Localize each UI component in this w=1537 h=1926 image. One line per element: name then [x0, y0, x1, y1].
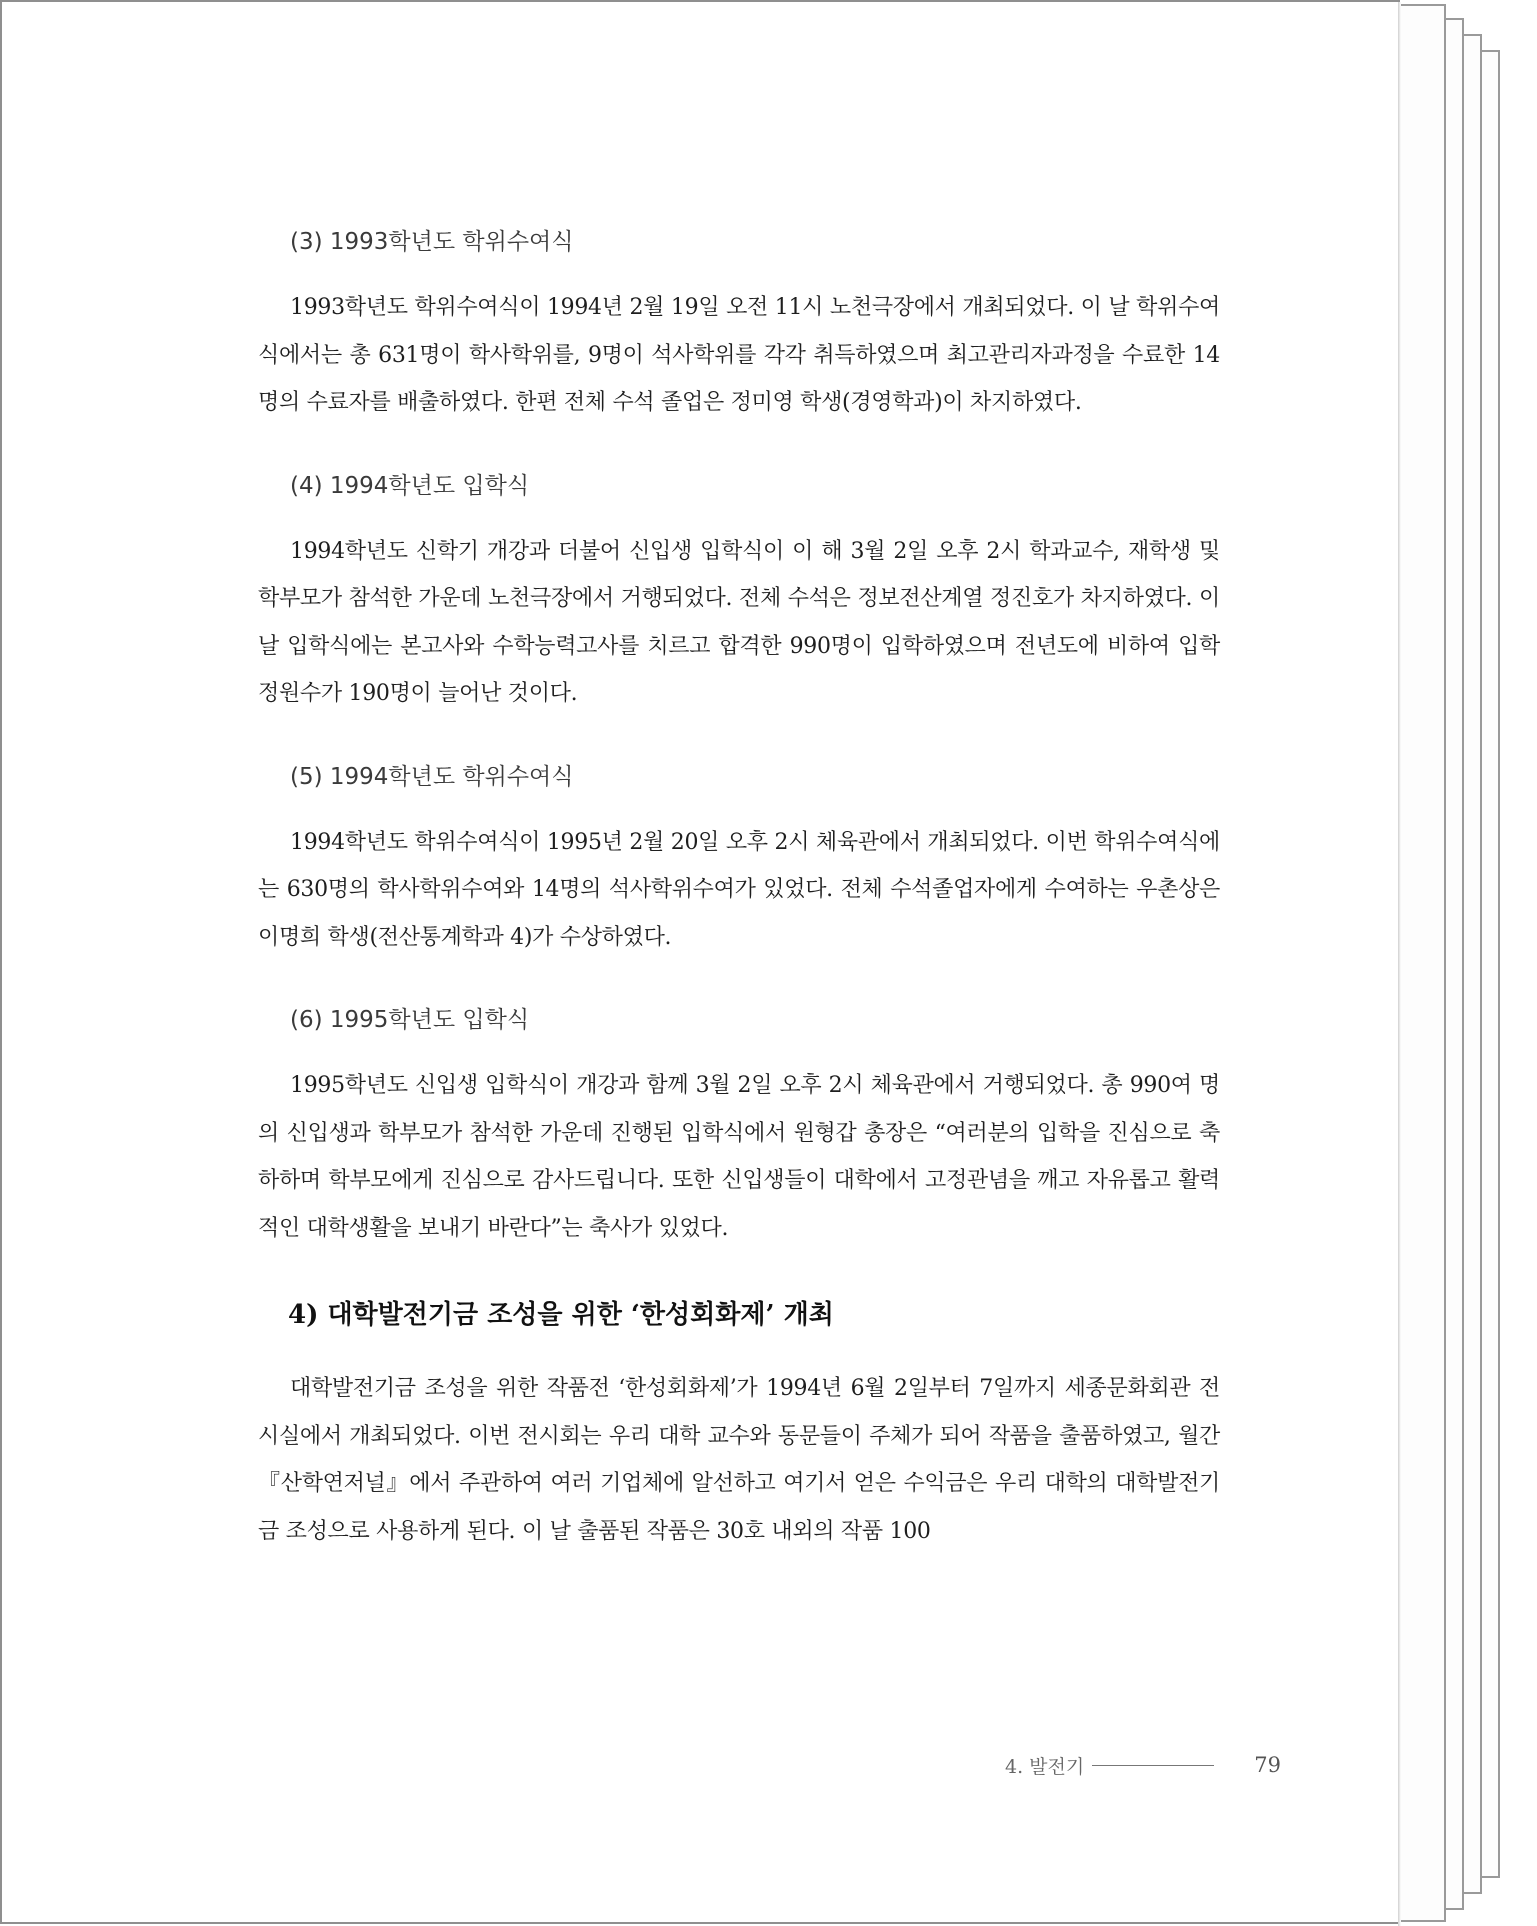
subsection-1994-admission [258, 470, 1220, 718]
subsection-paragraph: 1994학년도 신학기 개강과 더불어 신입생 입학식이 이 해 3월 2일 오후 2시 학과교수, 재학생 및 학부모가 참석한 가운데 노천극장에서 거행되었다. 전체 수석은 정보전산계열 정진호가 차지하였다. 이 날 입학식에는 본고사와 수학능력고사를 치르고 합격한 990명이 입학하였으며 전년도에 비하여 입학정원수가 190명이 늘어난 것이다. [258, 538, 1220, 706]
subsection-1994-graduation [258, 761, 1220, 962]
subsection-1993-graduation [258, 226, 1220, 427]
subsection-paragraph: 1993학년도 학위수여식이 1994년 2월 19일 오전 11시 노천극장에서 개최되었다. 이 날 학위수여식에서는 총 631명이 학사학위를, 9명이 석사학위를 각각 취득하였으며 최고관리자과정을 수료한 14명의 수료자를 배출하였다. 한편 전체 수석 졸업은 정미영 학생(경영학과)이 차지하였다. [258, 295, 1220, 415]
footer-chapter-title: 4. 발전기 [1005, 1755, 1085, 1778]
subsection-heading: (6) 1995학년도 입학식 [290, 1007, 530, 1033]
subsection-heading: (4) 1994학년도 입학식 [290, 472, 530, 499]
page-number: 79 [1254, 1753, 1281, 1777]
section-hansung-art-festival [258, 1295, 1220, 1555]
page-content [258, 226, 1220, 1598]
subsection-1995-admission [258, 1004, 1220, 1252]
footer-rule [1092, 1765, 1214, 1766]
subsection-paragraph: 1994학년도 학위수여식이 1995년 2월 20일 오후 2시 체육관에서 개최되었다. 이번 학위수여식에는 630명의 학사학위수여와 14명의 석사학위수여가 있었다. 전체 수석졸업자에게 수여하는 우촌상은 이명희 학생(전산통계학과 4)가 수상하였다. [258, 829, 1220, 950]
page-edge-shading [1398, 2, 1401, 1926]
section-paragraph: 대학발전기금 조성을 위한 작품전 ‘한성회화제’가 1994년 6월 2일부터 7일까지 세종문화회관 전시실에서 개최되었다. 이번 전시회는 우리 대학 교수와 동문들이 주체가 되어 작품을 출품하였고, 월간 『산학연저널』에서 주관하여 여러 기업체에 알선하고 여기서 얻은 수익금은 우리 대학의 대학발전기금 조성으로 사용하게 된다. 이 날 출품된 작품은 30호 내외의 작품 100 [258, 1376, 1220, 1544]
subsection-heading: (5) 1994학년도 학위수여식 [290, 763, 574, 790]
page-footer [1005, 1750, 1281, 1780]
subsection-heading: (3) 1993학년도 학위수여식 [290, 229, 574, 255]
section-heading: 4) 대학발전기금 조성을 위한 ‘한성회화제’ 개최 [288, 1300, 834, 1330]
subsection-paragraph: 1995학년도 신입생 입학식이 개강과 함께 3월 2일 오후 2시 체육관에서 거행되었다. 총 990여 명의 신입생과 학부모가 참석한 가운데 진행된 입학식에서 원형갑 총장은 “여러분의 입학을 진심으로 축하하며 학부모에게 진심으로 감사드립니다. 또한 신입생들이 대학에서 고정관념을 깨고 자유롭고 활력적인 대학생활을 보내기 바란다”는 축사가 있었다. [258, 1073, 1220, 1241]
